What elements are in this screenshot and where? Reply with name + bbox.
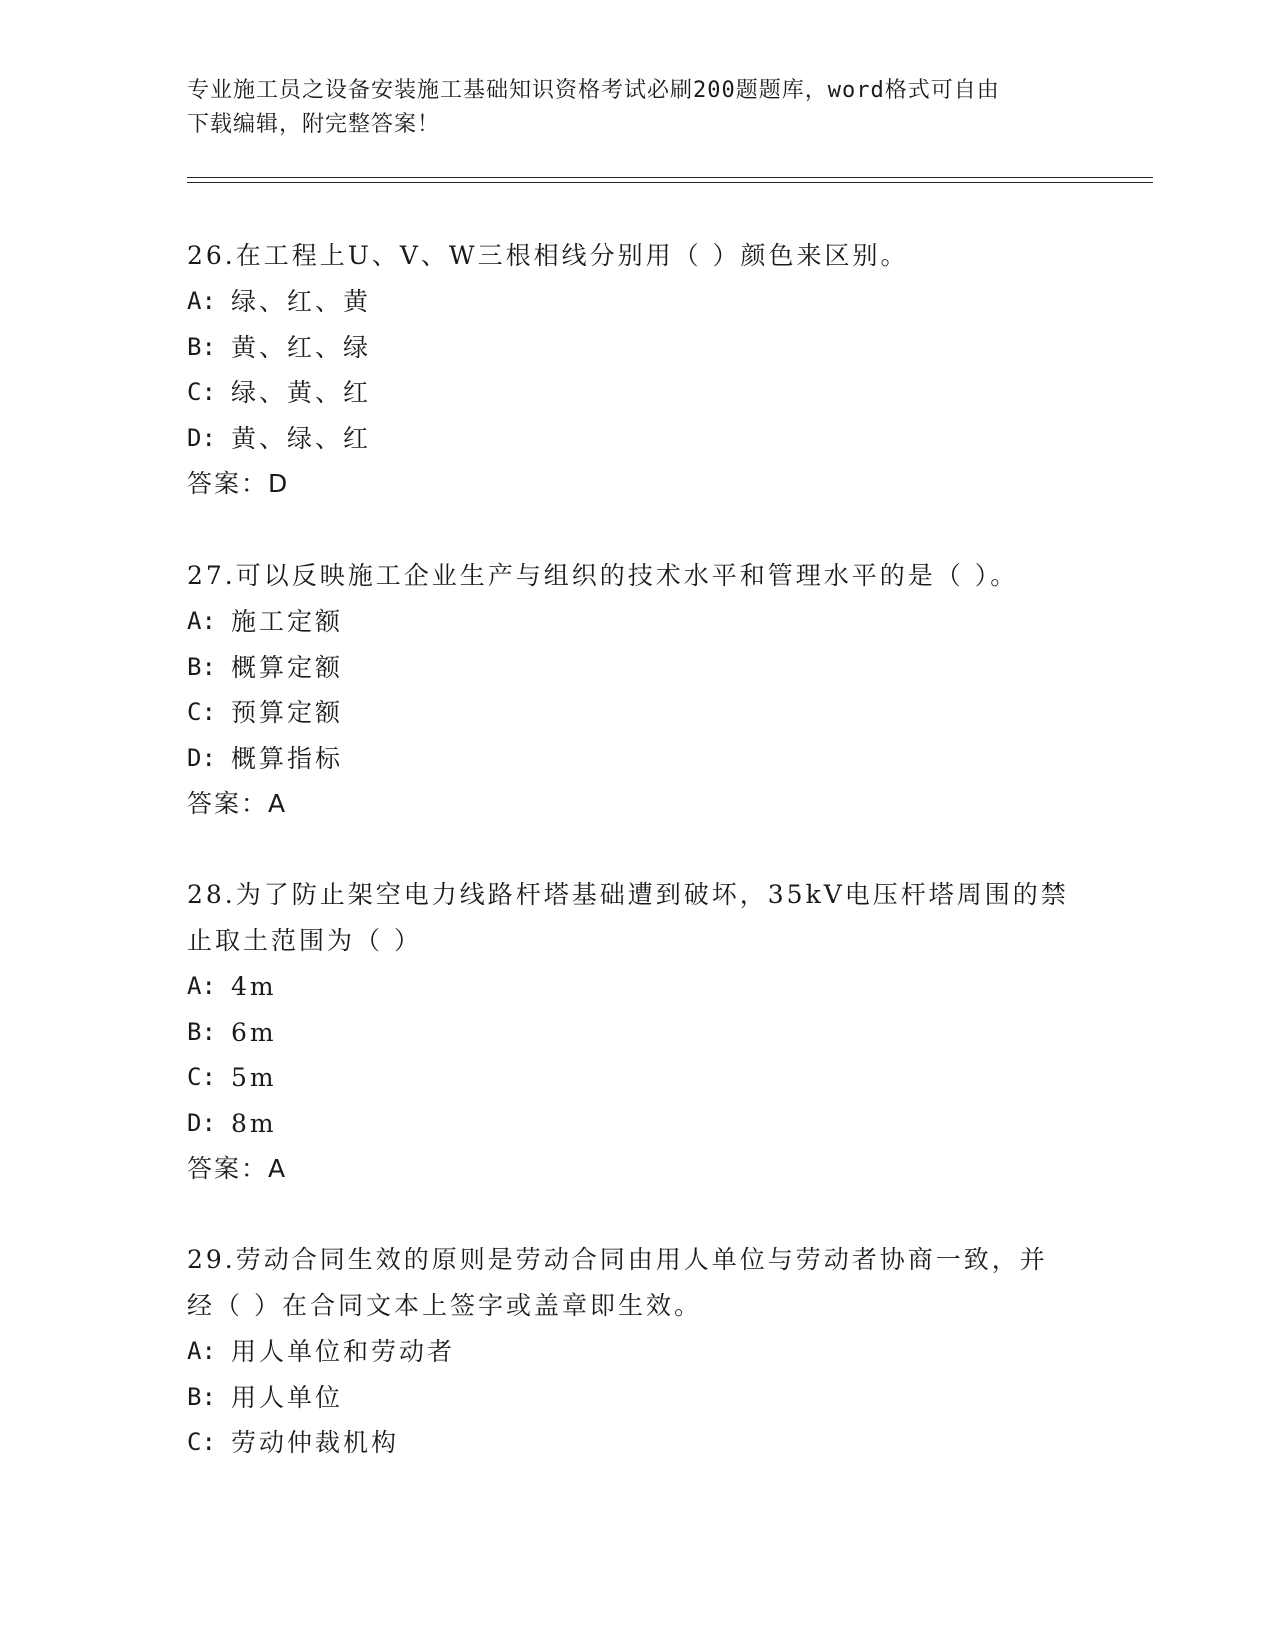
option-d [187, 1101, 1087, 1147]
option-b [187, 325, 1087, 371]
option-text: 绿、红、黄 [231, 287, 372, 316]
header-line-1: 专业施工员之设备安装施工基础知识资格考试必刷200题题库，word格式可自由 [187, 78, 1000, 103]
option-a [187, 1329, 1087, 1375]
option-letter: B: [187, 1017, 216, 1046]
question-29 [187, 1237, 1087, 1466]
question-stem-line-2: 止取土范围为（ ） [187, 926, 422, 955]
option-text: 5m [231, 1063, 277, 1092]
option-letter: A: [187, 972, 216, 1000]
option-c [187, 370, 1087, 416]
option-text: 概算指标 [231, 743, 344, 773]
answer-line: 答案：D [187, 469, 290, 498]
option-letter: A: [187, 607, 216, 635]
option-c [187, 690, 1087, 736]
option-letter: B: [187, 652, 216, 681]
question-28 [187, 872, 1087, 1192]
option-b [187, 645, 1087, 691]
question-stem-line-2: 经（ ）在合同文本上签字或盖章即生效。 [187, 1291, 702, 1320]
option-text: 劳动仲裁机构 [231, 1428, 400, 1457]
answer-line: 答案：A [187, 789, 288, 818]
option-text: 4m [231, 972, 277, 1001]
option-a [187, 599, 1087, 645]
option-c [187, 1420, 1087, 1466]
option-text: 6m [231, 1017, 277, 1047]
option-text: 8m [231, 1108, 277, 1138]
option-letter: D: [187, 423, 216, 452]
header-line-2: 下载编辑，附完整答案！ [187, 112, 441, 137]
option-text: 用人单位 [231, 1382, 344, 1412]
option-d [187, 736, 1087, 782]
option-c [187, 1055, 1087, 1101]
question-27 [187, 553, 1087, 827]
option-letter: C: [187, 1063, 216, 1091]
option-letter: A: [187, 287, 216, 315]
option-a [187, 964, 1087, 1010]
option-b [187, 1010, 1087, 1056]
option-letter: B: [187, 332, 216, 361]
question-stem: 27.可以反映施工企业生产与组织的技术水平和管理水平的是（ ）。 [187, 561, 1019, 590]
option-letter: D: [187, 1108, 216, 1137]
option-text: 施工定额 [231, 607, 344, 636]
header-divider-bottom [187, 182, 1153, 183]
option-text: 绿、黄、红 [231, 378, 372, 407]
option-text: 概算定额 [231, 652, 344, 682]
option-a [187, 279, 1087, 325]
question-stem-line-1: 28.为了防止架空电力线路杆塔基础遭到破坏，35kV电压杆塔周围的禁 [187, 880, 1069, 909]
option-letter: C: [187, 698, 216, 726]
option-letter: C: [187, 378, 216, 406]
option-text: 预算定额 [231, 698, 344, 727]
question-26 [187, 233, 1087, 507]
option-letter: D: [187, 743, 216, 772]
option-b [187, 1375, 1087, 1421]
question-stem-line-1: 29.劳动合同生效的原则是劳动合同由用人单位与劳动者协商一致，并 [187, 1245, 1048, 1274]
option-text: 黄、绿、红 [231, 423, 372, 453]
answer-line: 答案：A [187, 1154, 288, 1183]
option-letter: C: [187, 1428, 216, 1456]
option-text: 黄、红、绿 [231, 332, 372, 362]
document-header [187, 74, 1087, 142]
question-stem: 26.在工程上U、V、W三根相线分别用（ ）颜色来区别。 [187, 241, 909, 270]
option-text: 用人单位和劳动者 [231, 1337, 456, 1366]
option-d [187, 416, 1087, 462]
option-letter: B: [187, 1382, 216, 1411]
header-divider-top [187, 177, 1153, 178]
option-letter: A: [187, 1337, 216, 1365]
